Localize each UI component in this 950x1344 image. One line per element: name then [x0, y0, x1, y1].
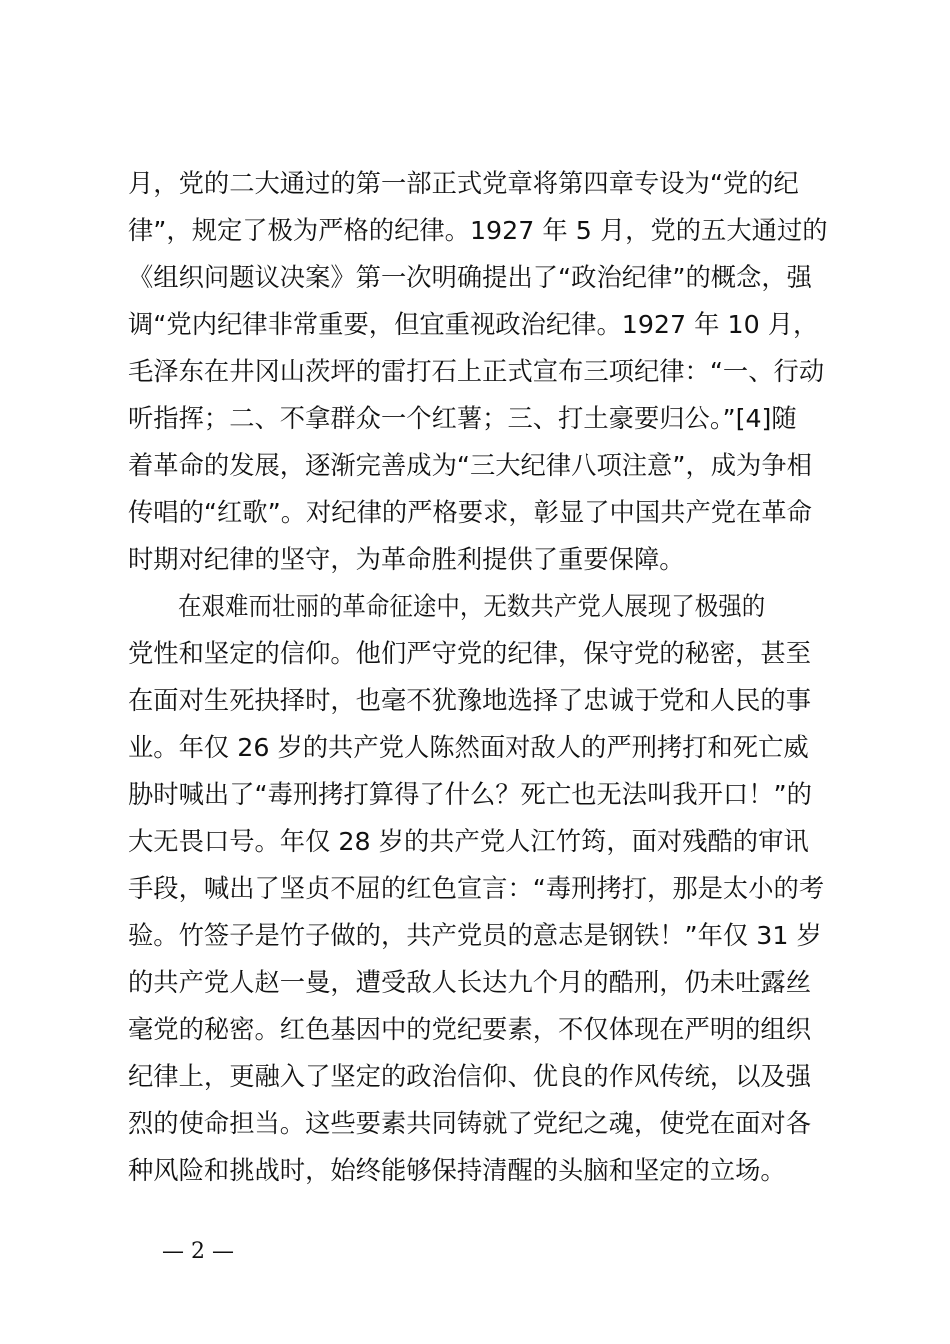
text-line: 烈的使命担当。这些要素共同铸就了党纪之魂，使党在面对各 — [128, 1109, 812, 1138]
text-line: 业。年仅 26 岁的共产党人陈然面对敌人的严刑拷打和死亡威 — [128, 733, 809, 762]
text-line: 在面对生死抉择时，也毫不犹豫地选择了忠诚于党和人民的事 — [128, 686, 812, 715]
page-number: — 2 — — [162, 1239, 234, 1264]
text-line: 《组织问题议决案》第一次明确提出了“政治纪律”的概念，强 — [128, 263, 812, 292]
text-line: 月，党的二大通过的第一部正式党章将第四章专设为“党的纪 — [128, 169, 799, 198]
text-line: 的共产党人赵一曼，遭受敌人长达九个月的酷刑，仍未吐露丝 — [128, 968, 812, 997]
text-line: 纪律上，更融入了坚定的政治信仰、优良的作风传统，以及强 — [128, 1062, 812, 1091]
text-line: 党性和坚定的信仰。他们严守党的纪律，保守党的秘密，甚至 — [128, 639, 812, 668]
text-line: 时期对纪律的坚守，为革命胜利提供了重要保障。 — [128, 545, 685, 574]
text-line: 传唱的“红歌”。对纪律的严格要求，彰显了中国共产党在革命 — [128, 498, 812, 527]
text-line: 验。竹签子是竹子做的，共产党员的意志是钢铁！”年仅 31 岁 — [128, 921, 822, 950]
text-line: 调“党内纪律非常重要，但宜重视政治纪律。1927 年 10 月， — [128, 310, 819, 339]
text-line: 胁时喊出了“毒刑拷打算得了什么？死亡也无法叫我开口！”的 — [128, 780, 812, 809]
text-line: 毫党的秘密。红色基因中的党纪要素，不仅体现在严明的组织 — [128, 1015, 812, 1044]
text-line: 种风险和挑战时，始终能够保持清醒的头脑和坚定的立场。 — [128, 1156, 786, 1185]
text-line: 手段，喊出了坚贞不屈的红色宣言：“毒刑拷打，那是太小的考 — [128, 874, 825, 903]
text-line: 大无畏口号。年仅 28 岁的共产党人江竹筠，面对残酷的审讯 — [128, 827, 809, 856]
text-line: 在艰难而壮丽的革命征途中，无数共产党人展现了极强的 — [178, 592, 766, 621]
text-line: 着革命的发展，逐渐完善成为“三大纪律八项注意”，成为争相 — [128, 451, 812, 480]
text-line: 听指挥；二、不拿群众一个红薯；三、打土豪要归公。”[4]随 — [128, 404, 797, 433]
text-line: 毛泽东在井冈山茨坪的雷打石上正式宣布三项纪律：“一、行动 — [128, 357, 825, 386]
text-line: 律”，规定了极为严格的纪律。1927 年 5 月，党的五大通过的 — [128, 216, 828, 245]
